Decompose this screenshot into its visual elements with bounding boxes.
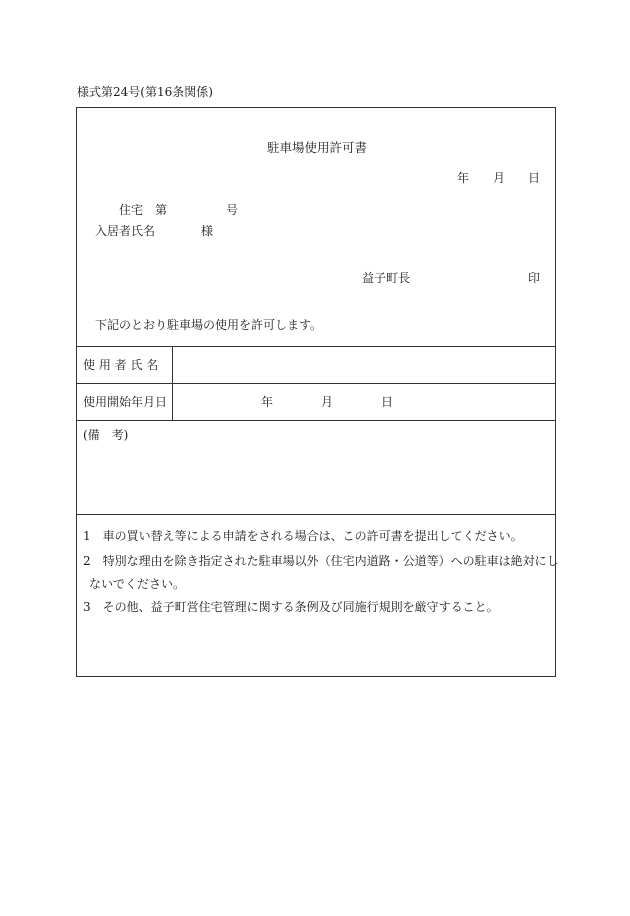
note-item: 2 特別な理由を除き指定された駐車場以外（住宅内道路・公道等）への駐車は絶対にし	[83, 554, 559, 568]
divider-line	[77, 420, 555, 421]
start-year-label: 年	[261, 395, 274, 409]
user-name-label: 使 用 者 氏 名	[83, 358, 159, 372]
date-day-label: 日	[528, 171, 541, 185]
date-year-label: 年	[457, 171, 470, 185]
housing-label: 住宅	[119, 203, 144, 217]
permit-form	[76, 107, 559, 677]
housing-number-prefix: 第	[155, 203, 168, 217]
note-item-continued: ないでください。	[89, 577, 186, 591]
housing-number-suffix: 号	[226, 203, 239, 217]
resident-name-label: 入居者氏名	[95, 224, 156, 238]
form-number: 様式第24号(第16条関係)	[77, 85, 213, 99]
resident-honorific: 様	[201, 224, 214, 238]
permit-statement: 下記のとおり駐車場の使用を許可します。	[95, 318, 323, 332]
divider-line	[77, 383, 555, 384]
column-divider	[172, 346, 173, 420]
issuer-title: 益子町長	[362, 271, 411, 285]
note-item: 3 その他、益子町営住宅管理に関する条例及び同施行規則を厳守すること。	[83, 600, 499, 614]
date-month-label: 月	[493, 171, 506, 185]
note-item: 1 車の買い替え等による申請をされる場合は、この許可書を提出してください。	[83, 529, 523, 543]
remarks-label: (備 考)	[83, 428, 129, 442]
start-month-label: 月	[321, 395, 334, 409]
divider-line	[77, 514, 555, 515]
start-date-label: 使用開始年月日	[83, 395, 168, 409]
start-day-label: 日	[381, 395, 394, 409]
seal-mark: 印	[528, 271, 541, 285]
divider-line	[77, 346, 555, 347]
form-title: 駐車場使用許可書	[267, 140, 368, 155]
